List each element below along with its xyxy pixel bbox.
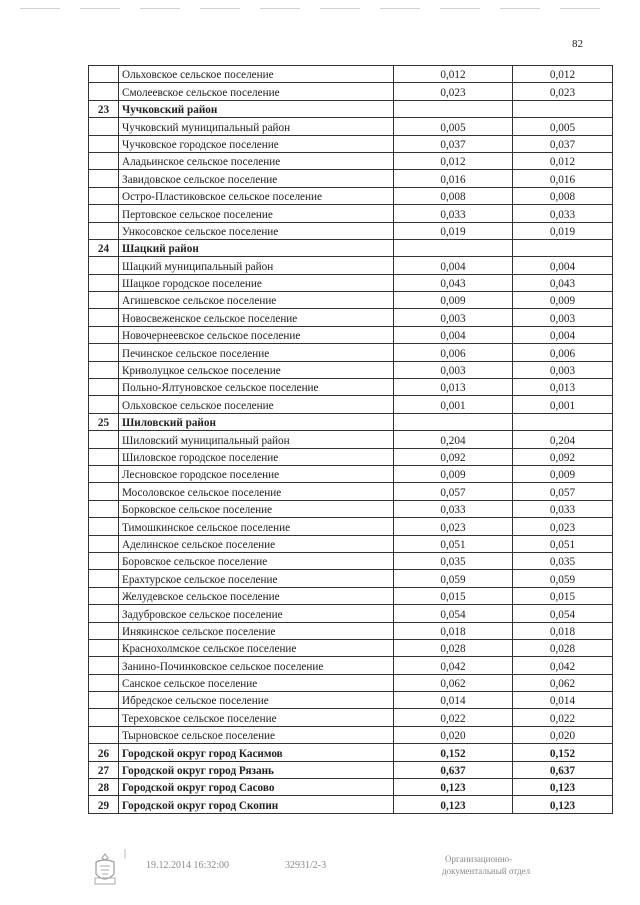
registration-timestamp: 19.12.2014 16:32:00 (146, 860, 230, 871)
entity-name-cell: Задубровское сельское поселение (119, 605, 394, 622)
value-cell-1: 0,022 (394, 709, 513, 726)
row-number-cell: 24 (89, 239, 119, 256)
table-row (89, 379, 613, 396)
table-row (89, 292, 613, 309)
value-cell-2: 0,057 (513, 483, 613, 500)
value-cell-2 (513, 239, 613, 256)
value-cell-1: 0,043 (394, 274, 513, 291)
value-cell-2: 0,051 (513, 535, 613, 552)
table-row (89, 326, 613, 343)
value-cell-2: 0,033 (513, 500, 613, 517)
value-cell-1: 0,023 (394, 83, 513, 100)
entity-name-cell: Печинское сельское поселение (119, 344, 394, 361)
value-cell-1: 0,009 (394, 292, 513, 309)
row-number-cell (89, 309, 119, 326)
row-number-cell (89, 361, 119, 378)
table-row (89, 187, 613, 204)
value-cell-2: 0,637 (513, 761, 613, 778)
table-row (89, 483, 613, 500)
entity-name-cell: Тереховское сельское поселение (119, 709, 394, 726)
value-cell-2: 0,018 (513, 622, 613, 639)
entity-name-cell: Ункосовское сельское поселение (119, 222, 394, 239)
table-row (89, 605, 613, 622)
value-cell-2: 0,012 (513, 152, 613, 169)
entity-name-cell: Шиловский район (119, 413, 394, 430)
row-number-cell (89, 205, 119, 222)
entity-name-cell: Городской округ город Касимов (119, 744, 394, 761)
row-number-cell (89, 726, 119, 743)
table-row (89, 118, 613, 135)
value-cell-1: 0,012 (394, 152, 513, 169)
value-cell-1: 0,020 (394, 726, 513, 743)
table-row (89, 796, 613, 813)
row-number-cell (89, 587, 119, 604)
value-cell-1: 0,062 (394, 674, 513, 691)
value-cell-2: 0,062 (513, 674, 613, 691)
table-row (89, 257, 613, 274)
entity-name-cell: Ерахтурское сельское поселение (119, 570, 394, 587)
value-cell-2: 0,009 (513, 465, 613, 482)
value-cell-2: 0,006 (513, 344, 613, 361)
entity-name-cell: Занино-Починковское сельское поселение (119, 657, 394, 674)
table-row (89, 413, 613, 430)
entity-name-cell: Шацкий муниципальный район (119, 257, 394, 274)
value-cell-1: 0,033 (394, 205, 513, 222)
page-number: 82 (572, 38, 583, 50)
value-cell-1: 0,028 (394, 639, 513, 656)
value-cell-2: 0,008 (513, 187, 613, 204)
value-cell-1: 0,004 (394, 326, 513, 343)
entity-name-cell: Завидовское сельское поселение (119, 170, 394, 187)
entity-name-cell: Смолеевское сельское поселение (119, 83, 394, 100)
row-number-cell (89, 657, 119, 674)
table-row (89, 152, 613, 169)
row-number-cell (89, 257, 119, 274)
row-number-cell (89, 500, 119, 517)
entity-name-cell: Аделинское сельское поселение (119, 535, 394, 552)
value-cell-1: 0,018 (394, 622, 513, 639)
table-row (89, 709, 613, 726)
value-cell-2: 0,123 (513, 796, 613, 813)
entity-name-cell: Городской округ город Сасово (119, 779, 394, 796)
row-number-cell (89, 135, 119, 152)
value-cell-1: 0,006 (394, 344, 513, 361)
entity-name-cell: Санское сельское поселение (119, 674, 394, 691)
row-number-cell (89, 674, 119, 691)
value-cell-2: 0,092 (513, 448, 613, 465)
value-cell-1: 0,016 (394, 170, 513, 187)
row-number-cell (89, 605, 119, 622)
table-row (89, 726, 613, 743)
row-number-cell (89, 83, 119, 100)
value-cell-2: 0,001 (513, 396, 613, 413)
value-cell-2: 0,152 (513, 744, 613, 761)
value-cell-2: 0,123 (513, 779, 613, 796)
value-cell-2: 0,028 (513, 639, 613, 656)
value-cell-2: 0,019 (513, 222, 613, 239)
entity-name-cell: Желудевское сельское поселение (119, 587, 394, 604)
table-row (89, 779, 613, 796)
value-cell-2: 0,054 (513, 605, 613, 622)
entity-name-cell: Шиловское городское поселение (119, 448, 394, 465)
value-cell-1 (394, 100, 513, 117)
value-cell-2: 0,012 (513, 66, 613, 83)
table-row (89, 83, 613, 100)
value-cell-2: 0,013 (513, 379, 613, 396)
entity-name-cell: Чучковский муниципальный район (119, 118, 394, 135)
entity-name-cell: Борковское сельское поселение (119, 500, 394, 517)
value-cell-1: 0,019 (394, 222, 513, 239)
table-row (89, 396, 613, 413)
value-cell-1: 0,204 (394, 431, 513, 448)
value-cell-2: 0,204 (513, 431, 613, 448)
entity-name-cell: Ольховское сельское поселение (119, 396, 394, 413)
value-cell-1: 0,637 (394, 761, 513, 778)
value-cell-2: 0,033 (513, 205, 613, 222)
value-cell-2: 0,022 (513, 709, 613, 726)
table-row (89, 552, 613, 569)
value-cell-1: 0,004 (394, 257, 513, 274)
value-cell-1: 0,042 (394, 657, 513, 674)
entity-name-cell: Ибредское сельское поселение (119, 692, 394, 709)
department-line-1: Организационно- (445, 854, 513, 864)
coat-of-arms-stamp (92, 852, 118, 886)
entity-name-cell: Краснохолмское сельское поселение (119, 639, 394, 656)
value-cell-1: 0,057 (394, 483, 513, 500)
row-number-cell (89, 326, 119, 343)
entity-name-cell: Ольховское сельское поселение (119, 66, 394, 83)
table-row (89, 274, 613, 291)
value-cell-2: 0,023 (513, 83, 613, 100)
value-cell-2: 0,009 (513, 292, 613, 309)
entity-name-cell: Новосвеженское сельское поселение (119, 309, 394, 326)
value-cell-1: 0,051 (394, 535, 513, 552)
row-number-cell (89, 639, 119, 656)
value-cell-1: 0,008 (394, 187, 513, 204)
entity-name-cell: Тырновское сельское поселение (119, 726, 394, 743)
table-row (89, 361, 613, 378)
scan-mark: | (124, 848, 127, 859)
table-row (89, 100, 613, 117)
value-cell-1: 0,003 (394, 309, 513, 326)
table-row (89, 465, 613, 482)
entity-name-cell: Шацкое городское поселение (119, 274, 394, 291)
entity-name-cell: Агишевское сельское поселение (119, 292, 394, 309)
value-cell-2: 0,014 (513, 692, 613, 709)
entity-name-cell: Боровское сельское поселение (119, 552, 394, 569)
value-cell-1: 0,023 (394, 518, 513, 535)
entity-name-cell: Городской округ город Скопин (119, 796, 394, 813)
row-number-cell (89, 552, 119, 569)
document-footer (80, 848, 600, 898)
row-number-cell (89, 570, 119, 587)
entity-name-cell: Городской округ город Рязань (119, 761, 394, 778)
row-number-cell: 25 (89, 413, 119, 430)
value-cell-2 (513, 413, 613, 430)
table-row (89, 744, 613, 761)
value-cell-1: 0,092 (394, 448, 513, 465)
table-row (89, 309, 613, 326)
value-cell-1: 0,033 (394, 500, 513, 517)
value-cell-2: 0,003 (513, 309, 613, 326)
table-row (89, 448, 613, 465)
entity-name-cell: Пертовское сельское поселение (119, 205, 394, 222)
table-row (89, 639, 613, 656)
row-number-cell (89, 118, 119, 135)
value-cell-2: 0,037 (513, 135, 613, 152)
value-cell-2: 0,042 (513, 657, 613, 674)
value-cell-1 (394, 239, 513, 256)
row-number-cell (89, 448, 119, 465)
row-number-cell (89, 396, 119, 413)
row-number-cell: 29 (89, 796, 119, 813)
value-cell-1: 0,059 (394, 570, 513, 587)
table-row (89, 66, 613, 83)
table-row (89, 674, 613, 691)
value-cell-1: 0,009 (394, 465, 513, 482)
row-number-cell (89, 535, 119, 552)
entity-name-cell: Мосоловское сельское поселение (119, 483, 394, 500)
value-cell-2: 0,003 (513, 361, 613, 378)
table-row (89, 500, 613, 517)
value-cell-2: 0,020 (513, 726, 613, 743)
scan-edge-line (20, 8, 620, 9)
table-row (89, 622, 613, 639)
row-number-cell (89, 274, 119, 291)
value-cell-1 (394, 413, 513, 430)
row-number-cell: 28 (89, 779, 119, 796)
table-row (89, 657, 613, 674)
entity-name-cell: Инякинское сельское поселение (119, 622, 394, 639)
entity-name-cell: Лесновское городское поселение (119, 465, 394, 482)
row-number-cell (89, 622, 119, 639)
table-row (89, 170, 613, 187)
value-cell-1: 0,015 (394, 587, 513, 604)
department-line-2: документальный отдел (442, 866, 531, 876)
value-cell-2: 0,043 (513, 274, 613, 291)
row-number-cell (89, 518, 119, 535)
value-cell-2 (513, 100, 613, 117)
row-number-cell: 26 (89, 744, 119, 761)
row-number-cell: 27 (89, 761, 119, 778)
value-cell-1: 0,003 (394, 361, 513, 378)
value-cell-1: 0,035 (394, 552, 513, 569)
value-cell-2: 0,004 (513, 326, 613, 343)
row-number-cell (89, 692, 119, 709)
row-number-cell (89, 187, 119, 204)
row-number-cell (89, 66, 119, 83)
entity-name-cell: Криволуцкое сельское поселение (119, 361, 394, 378)
value-cell-2: 0,015 (513, 587, 613, 604)
value-cell-1: 0,123 (394, 779, 513, 796)
value-cell-2: 0,059 (513, 570, 613, 587)
row-number-cell (89, 152, 119, 169)
value-cell-2: 0,005 (513, 118, 613, 135)
entity-name-cell: Польно-Ялтуновское сельское поселение (119, 379, 394, 396)
value-cell-1: 0,005 (394, 118, 513, 135)
table-row (89, 570, 613, 587)
row-number-cell (89, 170, 119, 187)
entity-name-cell: Новочернеевское сельское поселение (119, 326, 394, 343)
entity-name-cell: Остро-Пластиковское сельское поселение (119, 187, 394, 204)
entity-name-cell: Тимошкинское сельское поселение (119, 518, 394, 535)
value-cell-1: 0,014 (394, 692, 513, 709)
row-number-cell: 23 (89, 100, 119, 117)
entity-name-cell: Чучковский район (119, 100, 394, 117)
row-number-cell (89, 431, 119, 448)
value-cell-1: 0,013 (394, 379, 513, 396)
row-number-cell (89, 465, 119, 482)
budget-share-table (88, 65, 613, 814)
entity-name-cell: Шиловский муниципальный район (119, 431, 394, 448)
row-number-cell (89, 222, 119, 239)
table-row (89, 135, 613, 152)
value-cell-2: 0,035 (513, 552, 613, 569)
row-number-cell (89, 483, 119, 500)
value-cell-2: 0,004 (513, 257, 613, 274)
value-cell-1: 0,037 (394, 135, 513, 152)
value-cell-1: 0,152 (394, 744, 513, 761)
row-number-cell (89, 709, 119, 726)
row-number-cell (89, 379, 119, 396)
row-number-cell (89, 292, 119, 309)
value-cell-1: 0,123 (394, 796, 513, 813)
table-row (89, 205, 613, 222)
table-row (89, 239, 613, 256)
entity-name-cell: Чучковское городское поселение (119, 135, 394, 152)
table-row (89, 431, 613, 448)
table-row (89, 344, 613, 361)
document-number: 32931/2-3 (285, 860, 327, 871)
value-cell-1: 0,054 (394, 605, 513, 622)
value-cell-1: 0,012 (394, 66, 513, 83)
row-number-cell (89, 344, 119, 361)
value-cell-1: 0,001 (394, 396, 513, 413)
value-cell-2: 0,023 (513, 518, 613, 535)
table-row (89, 761, 613, 778)
table-row (89, 222, 613, 239)
table-row (89, 518, 613, 535)
table-row (89, 692, 613, 709)
table-row (89, 535, 613, 552)
entity-name-cell: Шацкий район (119, 239, 394, 256)
table-row (89, 587, 613, 604)
value-cell-2: 0,016 (513, 170, 613, 187)
entity-name-cell: Аладьинское сельское поселение (119, 152, 394, 169)
